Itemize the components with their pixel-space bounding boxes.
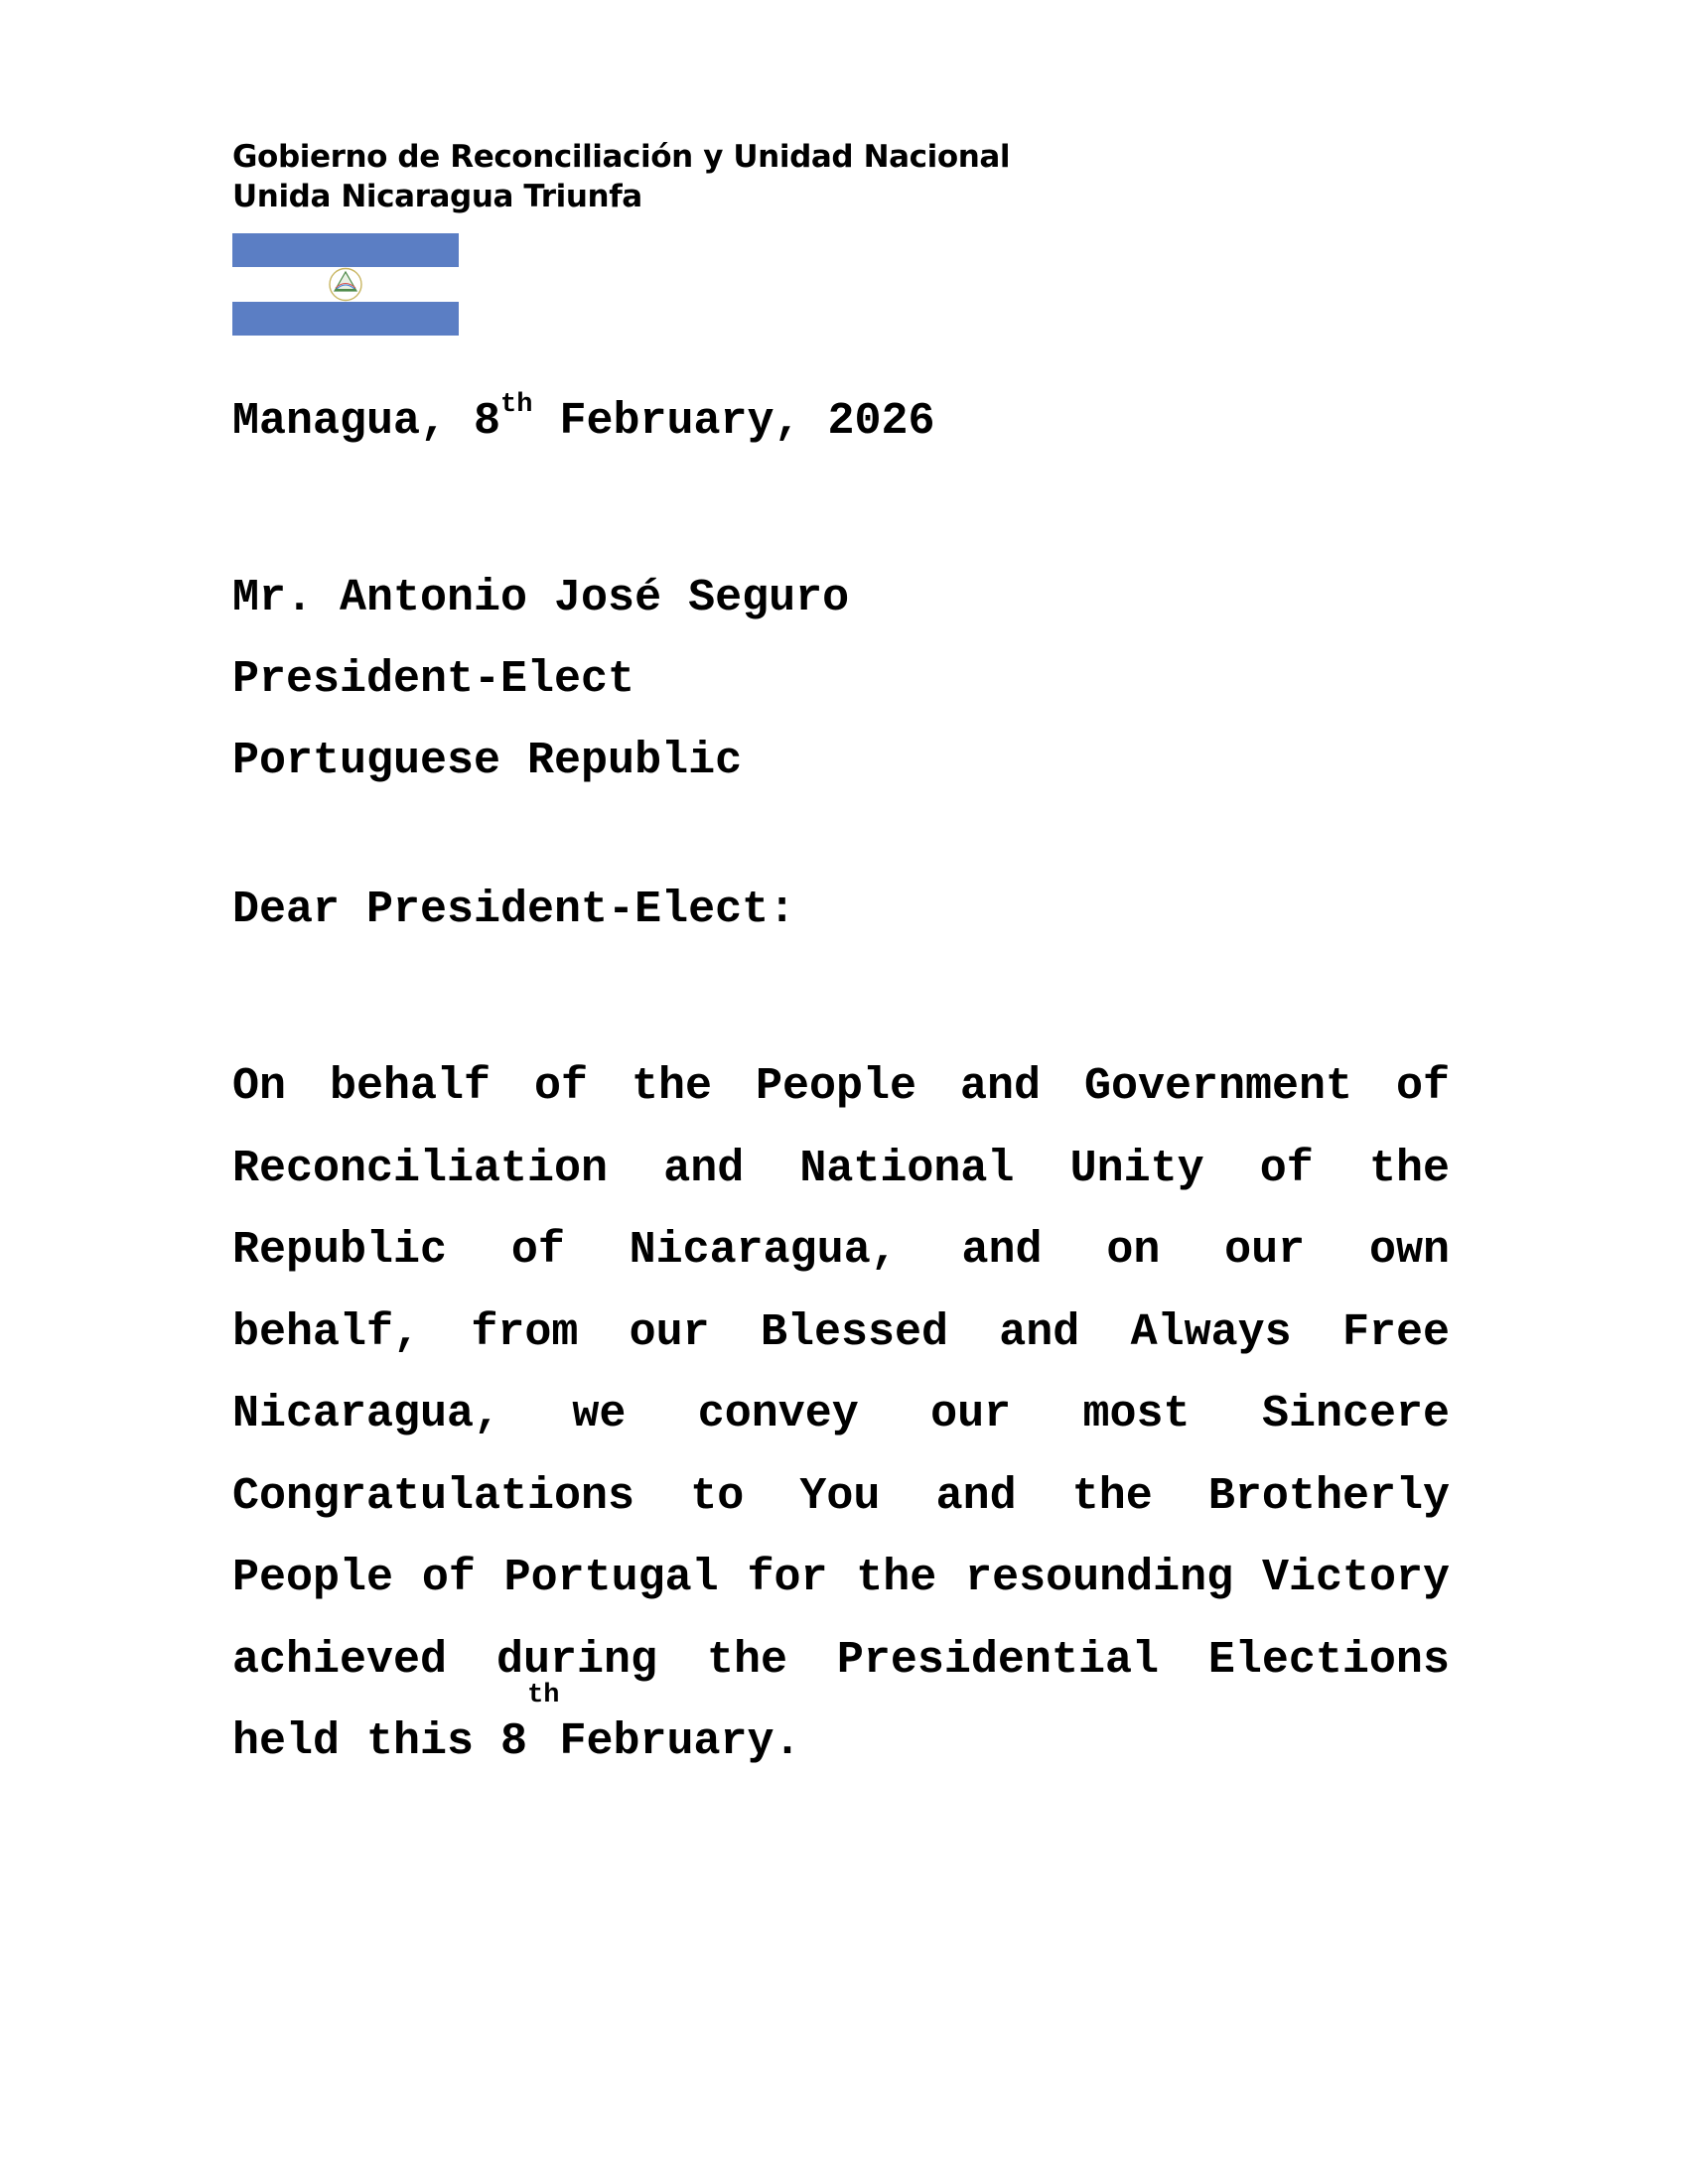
body-word: You bbox=[799, 1470, 881, 1522]
body-word: of bbox=[533, 1061, 588, 1112]
letter-body bbox=[232, 1046, 1450, 1784]
letterhead bbox=[232, 137, 1010, 216]
body-word: on bbox=[1106, 1225, 1161, 1276]
body-word: resounding bbox=[965, 1553, 1234, 1603]
addressee-block bbox=[232, 558, 849, 802]
letterhead-government-name: Gobierno de Reconciliación y Unidad Nacional bbox=[232, 139, 1011, 175]
body-word: Always bbox=[1130, 1306, 1292, 1358]
addressee-country: Portuguese Republic bbox=[232, 736, 743, 786]
body-word: our bbox=[629, 1306, 710, 1358]
body-word: Presidential bbox=[836, 1634, 1159, 1686]
body-word: Unity bbox=[1069, 1143, 1204, 1194]
body-word: most bbox=[1082, 1389, 1191, 1439]
last-line-rest: February. bbox=[559, 1716, 801, 1767]
body-word: Nicaragua, bbox=[629, 1225, 898, 1276]
body-word: the bbox=[1071, 1470, 1153, 1522]
body-word: Portugal bbox=[503, 1553, 719, 1603]
body-word: behalf, bbox=[232, 1306, 421, 1358]
body-word: Government bbox=[1083, 1061, 1352, 1112]
body-word: of bbox=[510, 1225, 565, 1276]
body-line bbox=[232, 1210, 1450, 1293]
body-word: of bbox=[1395, 1061, 1450, 1112]
body-word: of bbox=[421, 1553, 476, 1603]
last-line-ordinal-suffix: th bbox=[527, 1681, 560, 1710]
nicaragua-flag-icon bbox=[232, 233, 459, 336]
body-word: our bbox=[930, 1389, 1012, 1439]
body-word: the bbox=[631, 1061, 712, 1112]
addressee-name: Mr. Antonio José Seguro bbox=[232, 573, 850, 623]
body-word: Free bbox=[1341, 1306, 1450, 1358]
body-word: and bbox=[999, 1306, 1080, 1358]
body-word: On bbox=[232, 1061, 287, 1112]
body-word: the bbox=[1368, 1143, 1450, 1194]
body-word: National bbox=[799, 1143, 1015, 1194]
salutation: Dear President-Elect: bbox=[232, 885, 796, 935]
body-word: and bbox=[935, 1470, 1017, 1522]
body-word: Reconciliation bbox=[232, 1143, 609, 1194]
body-word: during bbox=[495, 1634, 658, 1686]
body-line bbox=[232, 1293, 1450, 1375]
date-prefix: Managua, 8 bbox=[232, 396, 501, 447]
body-word: the bbox=[856, 1553, 937, 1603]
body-lines bbox=[232, 1046, 1450, 1702]
letterhead-slogan: Unida Nicaragua Triunfa bbox=[232, 179, 642, 214]
body-word: Blessed bbox=[760, 1306, 948, 1358]
body-word: and bbox=[663, 1143, 745, 1194]
body-word: to bbox=[690, 1470, 745, 1522]
date-ordinal-suffix: th bbox=[500, 390, 533, 420]
body-word: achieved bbox=[232, 1634, 448, 1686]
body-word: convey bbox=[697, 1389, 859, 1439]
body-word: Brotherly bbox=[1207, 1470, 1450, 1522]
last-line-prefix: held this 8 bbox=[232, 1716, 528, 1767]
body-line bbox=[232, 1538, 1450, 1620]
letter-date bbox=[232, 390, 935, 449]
body-word: Victory bbox=[1261, 1553, 1450, 1603]
body-word: and bbox=[961, 1225, 1043, 1276]
flag-top-stripe bbox=[232, 233, 459, 267]
body-word: and bbox=[959, 1061, 1041, 1112]
body-word: of bbox=[1259, 1143, 1314, 1194]
body-line-last bbox=[232, 1681, 1450, 1784]
body-line bbox=[232, 1620, 1450, 1703]
body-word: from bbox=[471, 1306, 579, 1358]
body-word: we bbox=[572, 1389, 627, 1439]
body-word: Republic bbox=[232, 1225, 448, 1276]
body-word: for bbox=[747, 1553, 828, 1603]
body-word: the bbox=[706, 1634, 787, 1686]
body-word: People bbox=[232, 1553, 394, 1603]
body-word: behalf bbox=[329, 1061, 492, 1112]
body-word: People bbox=[755, 1061, 916, 1112]
body-word: our bbox=[1224, 1225, 1306, 1276]
flag-bottom-stripe bbox=[232, 302, 459, 336]
body-word: own bbox=[1368, 1225, 1450, 1276]
addressee-title: President-Elect bbox=[232, 654, 635, 705]
body-line bbox=[232, 1456, 1450, 1539]
body-line bbox=[232, 1046, 1450, 1129]
body-word: Sincere bbox=[1261, 1389, 1450, 1439]
body-word: Elections bbox=[1207, 1634, 1450, 1686]
body-line bbox=[232, 1129, 1450, 1211]
body-line bbox=[232, 1374, 1450, 1456]
body-word: Congratulations bbox=[232, 1470, 635, 1522]
body-word: Nicaragua, bbox=[232, 1389, 501, 1439]
date-rest: February, 2026 bbox=[532, 396, 935, 447]
